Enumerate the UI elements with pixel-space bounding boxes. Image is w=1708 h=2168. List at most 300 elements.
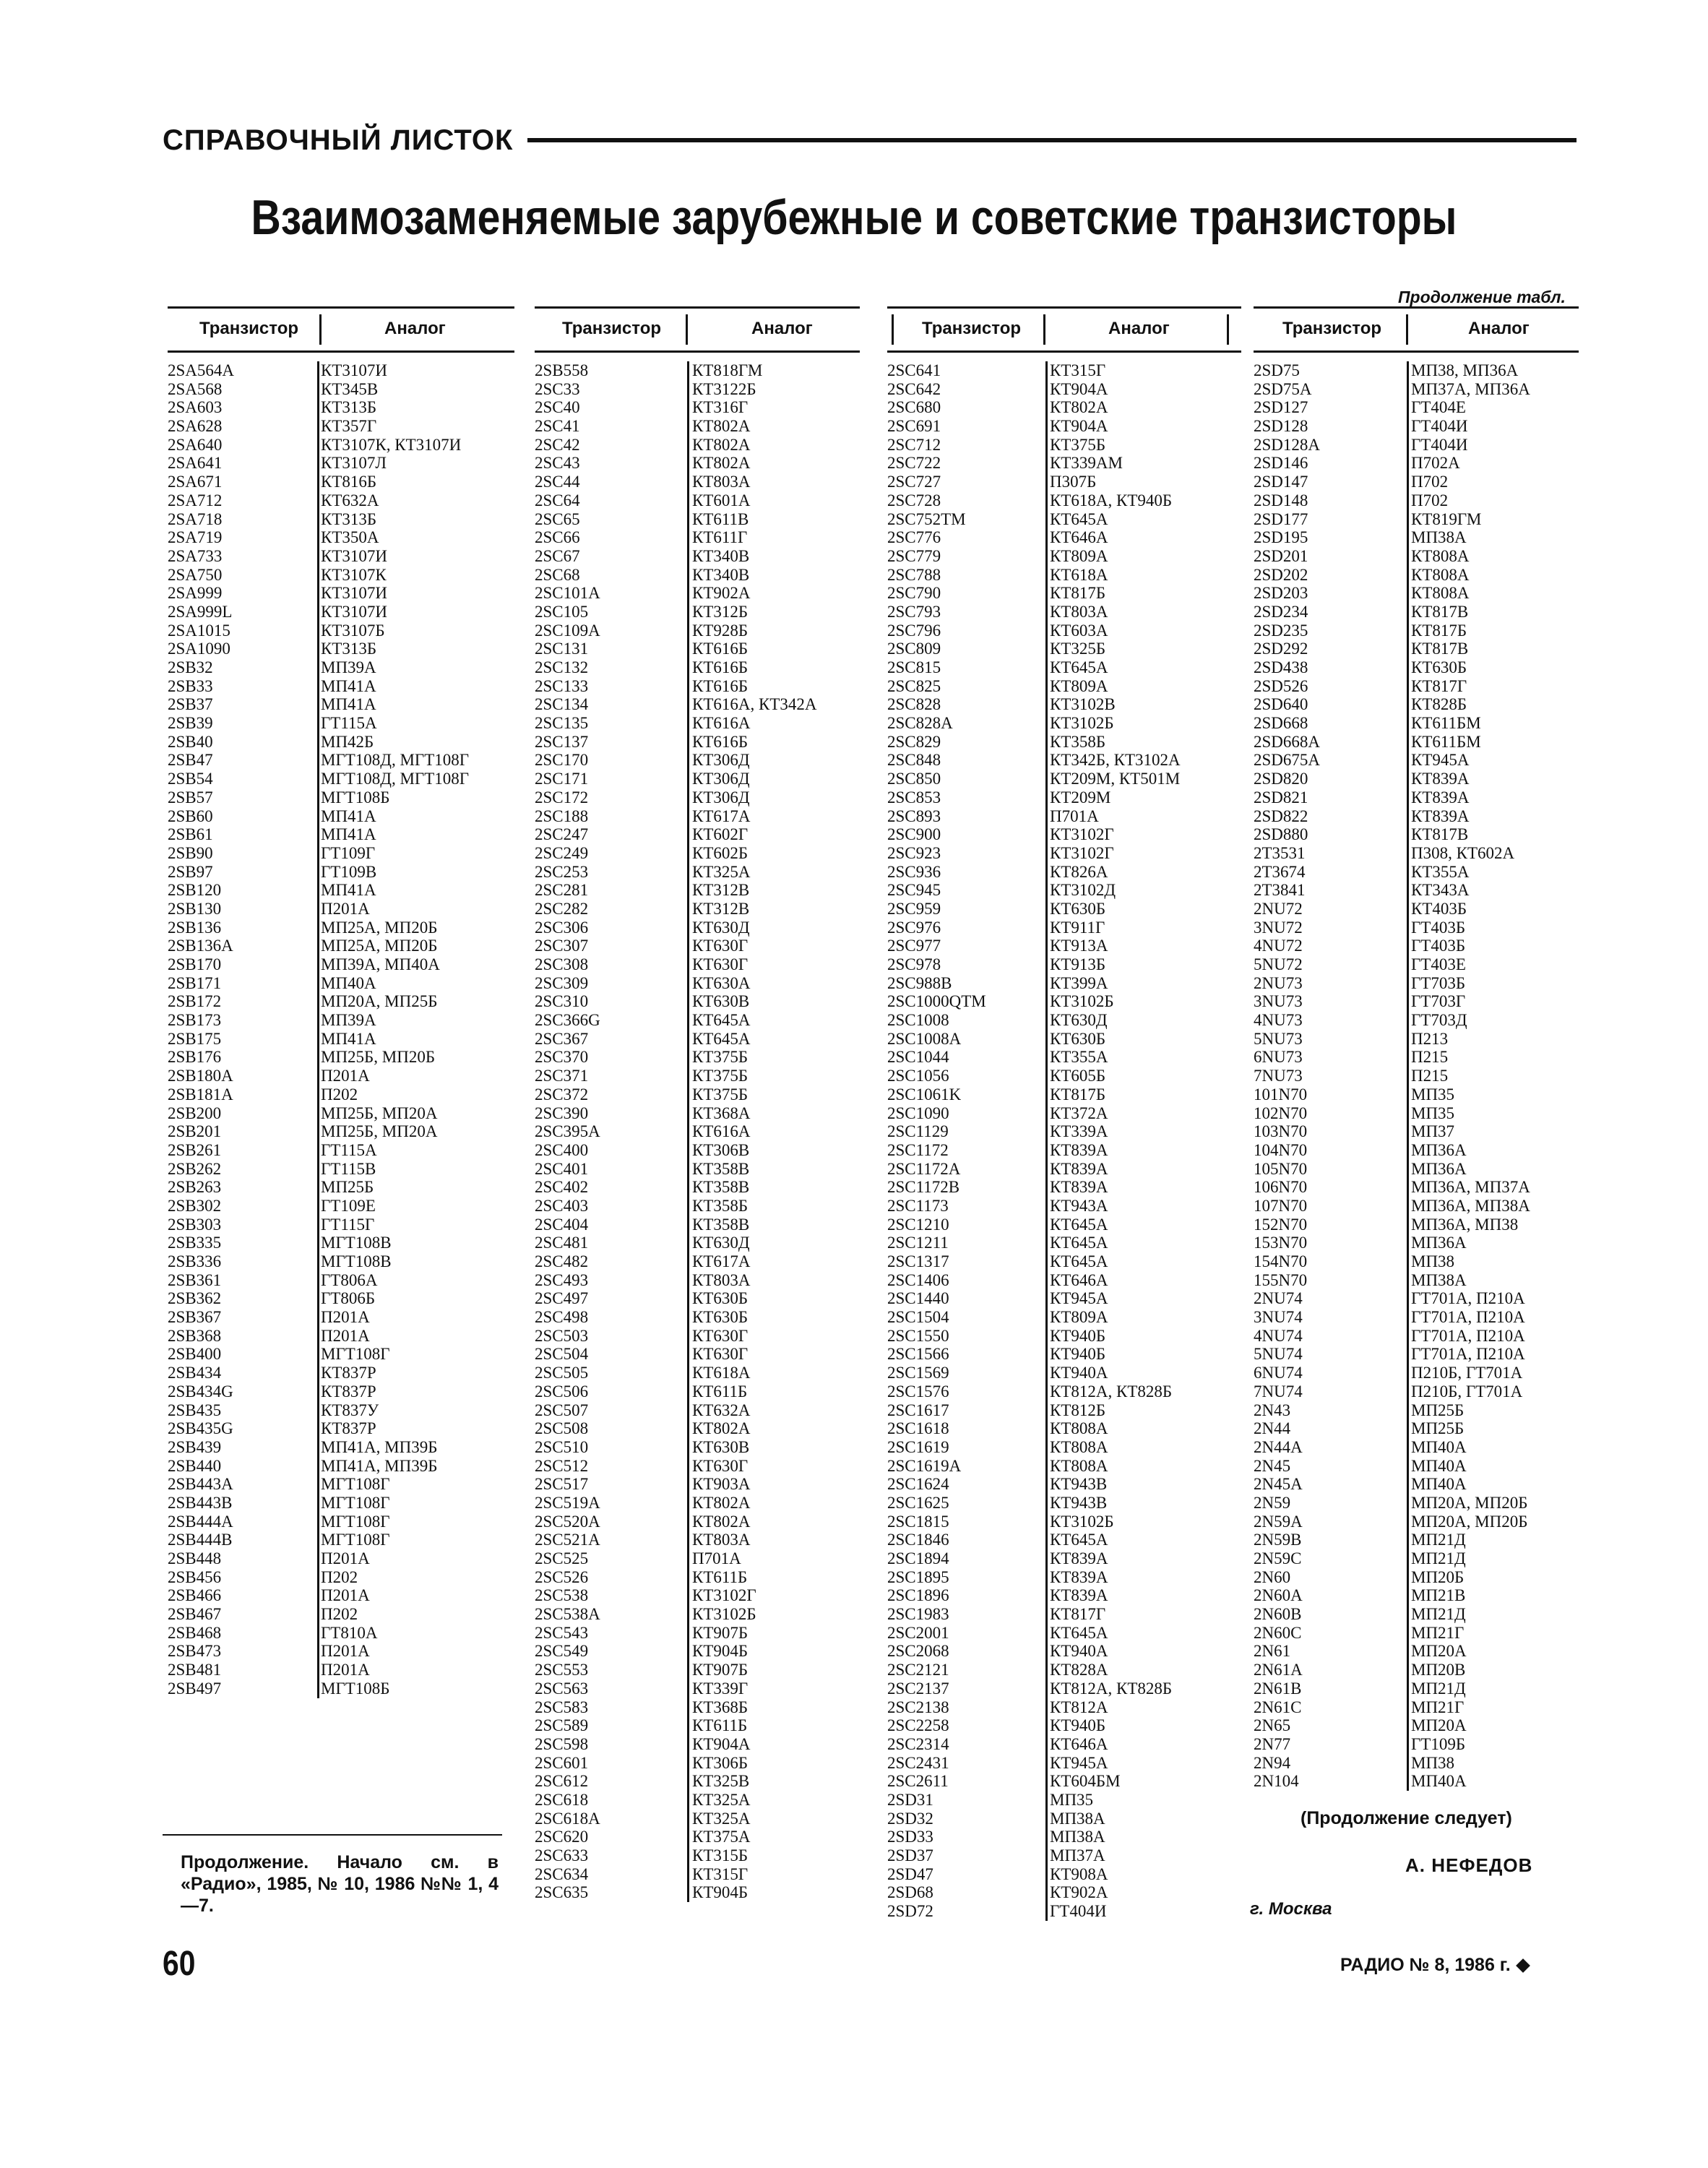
analog-cell: ГТ701А, П210А [1411, 1289, 1525, 1308]
transistor-cell: 2SA999L [168, 602, 233, 621]
transistor-cell: 2SA718 [168, 509, 223, 528]
analog-cell: КТ903А [692, 1475, 751, 1494]
transistor-cell: 2SB130 [168, 899, 222, 918]
column-divider [1407, 1327, 1409, 1346]
transistor-cell: 2SC1129 [887, 1122, 949, 1141]
column-divider [1045, 1011, 1048, 1030]
analog-cell: КТ343А [1411, 881, 1470, 900]
transistor-cell: 2SC519A [535, 1493, 600, 1512]
city: г. Москва [1250, 1899, 1332, 1919]
column-divider [1407, 1679, 1409, 1698]
transistor-cell: 2SB90 [168, 843, 213, 862]
transistor-cell: 2SB32 [168, 658, 213, 676]
analog-cell: КТ325Б [1050, 640, 1106, 658]
analog-cell: КТ802А [692, 435, 751, 454]
transistor-cell: 2SB367 [168, 1308, 222, 1327]
analog-cell: ГТ115Г [321, 1215, 375, 1234]
column-divider [1407, 547, 1409, 566]
transistor-cell: 2SC977 [887, 937, 941, 955]
header-analog: Аналог [751, 319, 813, 338]
column-divider [1407, 1271, 1409, 1290]
analog-cell: КТ3107Б [321, 621, 385, 640]
transistor-cell: 2SA712 [168, 491, 223, 509]
transistor-cell: 2NU74 [1254, 1289, 1303, 1308]
transistor-cell: 2SA750 [168, 565, 223, 584]
transistor-cell: 3NU73 [1254, 992, 1303, 1011]
transistor-cell: 2SC507 [535, 1401, 589, 1419]
analog-cell: КТ603А [1050, 621, 1108, 640]
analog-cell: П307Б [1050, 473, 1097, 491]
column-divider [1407, 863, 1409, 882]
analog-cell: МП36А, МП38А [1411, 1196, 1530, 1215]
column-divider [1407, 1605, 1409, 1624]
analog-cell: КТ616А [692, 1122, 751, 1141]
analog-cell: П702 [1411, 473, 1449, 491]
transistor-cell: 2SC131 [535, 640, 589, 658]
transistor-cell: 2SC1008 [887, 1011, 949, 1030]
transistor-cell: 2SC722 [887, 454, 941, 473]
analog-cell: КТ904А [692, 1734, 751, 1753]
column-divider [1045, 919, 1048, 937]
column-divider [687, 417, 689, 436]
transistor-cell: 2SB434 [168, 1364, 222, 1382]
analog-cell: МП21Д [1411, 1679, 1466, 1698]
analog-cell: КТ313Б [321, 640, 377, 658]
transistor-cell: 2SC506 [535, 1382, 589, 1401]
column-divider [1045, 1586, 1048, 1605]
analog-cell: МГТ108Б [321, 1679, 390, 1698]
analog-cell: КТ372А [1050, 1104, 1108, 1122]
continuation-note: Продолжение табл. [1398, 288, 1566, 306]
analog-cell: КТ902А [692, 584, 751, 603]
column-divider [317, 863, 319, 882]
column-divider [1407, 937, 1409, 955]
column-divider [1045, 1679, 1048, 1698]
analog-cell: КТ3107Л [321, 454, 387, 473]
column-divider [687, 1624, 689, 1643]
analog-cell: КТ816Б [321, 473, 377, 491]
analog-cell: КТ368А [692, 1104, 751, 1122]
analog-cell: МП25Б [1411, 1401, 1465, 1419]
column-divider [687, 881, 689, 900]
analog-cell: КТ3102Г [1050, 843, 1114, 862]
column-header [535, 306, 860, 353]
column-divider [317, 900, 319, 919]
column-divider [317, 1030, 319, 1049]
analog-cell: КТ902А [1050, 1883, 1108, 1902]
transistor-cell: 2T3531 [1254, 843, 1306, 862]
transistor-cell: 2N77 [1254, 1734, 1291, 1753]
transistor-cell: 2SC64 [535, 491, 580, 509]
transistor-cell: 2SC67 [535, 546, 580, 565]
analog-cell: П201А [321, 1067, 370, 1085]
analog-cell: МГТ108Г [321, 1493, 390, 1512]
column-divider [317, 992, 319, 1011]
analog-cell: ГТ109В [321, 862, 377, 881]
column-divider [687, 640, 689, 658]
transistor-cell: 101N70 [1254, 1085, 1308, 1104]
analog-cell: МП41А [321, 825, 376, 844]
column-divider [317, 751, 319, 770]
analog-cell: П201А [321, 899, 370, 918]
column-divider [687, 1642, 689, 1661]
column-divider [687, 510, 689, 529]
analog-cell: КТ839А [1050, 1549, 1108, 1567]
analog-cell: КТ616Б [692, 732, 749, 751]
transistor-cell: 2SC618 [535, 1790, 589, 1809]
column-divider [1045, 1661, 1048, 1679]
analog-cell: КТ618А [692, 1364, 751, 1382]
transistor-cell: 2SC2431 [887, 1753, 949, 1772]
transistor-cell: 106N70 [1254, 1178, 1308, 1197]
transistor-cell: 155N70 [1254, 1270, 1308, 1289]
analog-cell: МП40А [1411, 1475, 1467, 1494]
header-analog: Аналог [1468, 319, 1530, 338]
column-divider [317, 677, 319, 696]
transistor-cell: 2SD75A [1254, 379, 1312, 398]
analog-cell: П702А [1411, 454, 1460, 473]
transistor-cell: 2SD146 [1254, 454, 1308, 473]
column-divider [1407, 919, 1409, 937]
analog-cell: КТ819ГМ [1411, 509, 1482, 528]
analog-cell: МП25Б [321, 1178, 374, 1197]
transistor-cell: 2SC900 [887, 825, 941, 844]
column-divider [687, 1252, 689, 1271]
transistor-cell: 2SC308 [535, 955, 589, 973]
column-divider [317, 1216, 319, 1234]
column-divider [317, 1327, 319, 1346]
column-divider [1407, 1772, 1409, 1791]
transistor-cell: 2SA640 [168, 435, 223, 454]
analog-cell: МП39А, МП40А [321, 955, 440, 973]
column-divider [1045, 751, 1048, 770]
column-divider [317, 1048, 319, 1067]
transistor-cell: 2SC402 [535, 1178, 589, 1197]
column-divider [687, 1828, 689, 1846]
transistor-cell: 2SC101A [535, 584, 600, 603]
transistor-cell: 2SC848 [887, 751, 941, 770]
column-divider [687, 603, 689, 621]
transistor-cell: 2SD234 [1254, 602, 1308, 621]
column-divider [1045, 881, 1048, 900]
transistor-cell: 2N60B [1254, 1605, 1302, 1624]
column-divider [317, 733, 319, 752]
transistor-cell: 2SC520A [535, 1512, 600, 1531]
analog-cell: КТ908А [1050, 1864, 1108, 1883]
analog-cell: КТ630В [692, 992, 750, 1011]
analog-cell: МГТ108Д, МГТ108Г [321, 751, 470, 770]
header-transistor: Транзистор [922, 319, 1022, 338]
column-divider [1045, 454, 1048, 473]
column-divider [1407, 1364, 1409, 1382]
analog-cell: КТ630А [692, 973, 751, 992]
transistor-cell: 2N45A [1254, 1475, 1303, 1494]
analog-cell: МП36А [1411, 1140, 1467, 1159]
analog-cell: КТ602Б [692, 843, 749, 862]
analog-cell: КТ3107И [321, 361, 387, 379]
column-divider [1045, 1846, 1048, 1865]
analog-cell: КТ817В [1411, 825, 1469, 844]
transistor-cell: 2SC2138 [887, 1698, 949, 1716]
transistor-cell: 2SC553 [535, 1661, 589, 1679]
analog-cell: ГТ806А [321, 1270, 378, 1289]
column-divider [1045, 1030, 1048, 1049]
column-divider [1407, 658, 1409, 677]
transistor-cell: 4NU73 [1254, 1011, 1303, 1030]
transistor-cell: 2SC1172 [887, 1140, 949, 1159]
transistor-cell: 2SB448 [168, 1549, 222, 1567]
transistor-cell: 2SC1317 [887, 1252, 949, 1270]
analog-cell: КТ802А [692, 1512, 751, 1531]
transistor-cell: 2SC1504 [887, 1308, 949, 1327]
transistor-cell: 2SC481 [535, 1234, 589, 1252]
transistor-cell: 2SD33 [887, 1828, 933, 1846]
column-divider [317, 1160, 319, 1179]
transistor-cell: 2SC525 [535, 1549, 589, 1567]
transistor-cell: 2SC712 [887, 435, 941, 454]
transistor-cell: 2SC583 [535, 1698, 589, 1716]
transistor-cell: 2SB497 [168, 1679, 222, 1698]
column-divider [317, 640, 319, 658]
analog-cell: КТ802А [692, 454, 751, 473]
analog-cell: ГТ115А [321, 1140, 377, 1159]
analog-cell: КТ817Б [1050, 584, 1106, 603]
column-divider [1045, 1067, 1048, 1085]
transistor-cell: 2SC691 [887, 417, 941, 436]
column-divider [317, 1494, 319, 1513]
column-divider [687, 844, 689, 863]
transistor-cell: 2SC66 [535, 528, 580, 547]
column-divider [317, 1308, 319, 1327]
analog-cell: КТ3107И [321, 584, 387, 603]
analog-cell: КТ940Б [1050, 1326, 1106, 1345]
transistor-cell: 2SA719 [168, 528, 223, 547]
column-divider [317, 1438, 319, 1457]
transistor-cell: 2SB466 [168, 1586, 222, 1605]
analog-cell: КТ604БМ [1050, 1772, 1121, 1791]
analog-cell: КТ945А [1050, 1753, 1108, 1772]
analog-cell: КТ358Б [692, 1196, 749, 1215]
analog-cell: МП25Б, МП20Б [321, 1048, 436, 1067]
column-header [1254, 306, 1579, 353]
analog-cell: КТ839А [1050, 1586, 1108, 1605]
analog-cell: КТ808А [1050, 1419, 1108, 1438]
column-divider [1045, 1883, 1048, 1902]
transistor-cell: 2SC1617 [887, 1401, 949, 1419]
column-header [168, 306, 514, 353]
transistor-cell: 2SB303 [168, 1215, 222, 1234]
column-divider [1045, 1624, 1048, 1643]
column-divider [687, 937, 689, 955]
column-divider [687, 733, 689, 752]
column-divider [1407, 1085, 1409, 1104]
column-divider [1045, 955, 1048, 974]
analog-cell: МП20А, МП20Б [1411, 1493, 1528, 1512]
column-divider [1407, 1716, 1409, 1735]
analog-cell: КТ368Б [692, 1698, 749, 1716]
transistor-cell: 2SC505 [535, 1364, 589, 1382]
transistor-cell: 2N61A [1254, 1661, 1303, 1679]
column-divider [687, 1401, 689, 1420]
transistor-cell: 2SA733 [168, 546, 223, 565]
column-divider [317, 621, 319, 640]
column-divider [1045, 1605, 1048, 1624]
column-divider [317, 1679, 319, 1698]
column-divider [687, 1661, 689, 1679]
analog-cell: КТ630Г [692, 937, 749, 955]
analog-cell: КТ3107И [321, 602, 387, 621]
column-divider [1045, 1549, 1048, 1568]
column-divider [317, 361, 319, 380]
analog-cell: КТ802А [692, 1493, 751, 1512]
analog-cell: МП41А [321, 695, 376, 714]
transistor-cell: 5NU74 [1254, 1345, 1303, 1364]
column-divider [317, 398, 319, 417]
transistor-cell: 2SC2001 [887, 1623, 949, 1642]
transistor-cell: 2SC132 [535, 658, 589, 676]
analog-cell: МП40А [1411, 1456, 1467, 1475]
analog-cell: КТ943В [1050, 1493, 1108, 1512]
transistor-cell: 2SC543 [535, 1623, 589, 1642]
transistor-cell: 2SC135 [535, 714, 589, 733]
analog-cell: МП25Б [1411, 1419, 1465, 1438]
column-divider [317, 436, 319, 455]
column-divider [1407, 380, 1409, 399]
column-divider [317, 1475, 319, 1494]
column-divider [317, 603, 319, 621]
analog-cell: КТ325В [692, 1772, 750, 1791]
column-divider [1407, 1549, 1409, 1568]
column-divider [1407, 807, 1409, 826]
column-divider [317, 1624, 319, 1643]
column-divider [1045, 1197, 1048, 1216]
analog-cell: МП20А [1411, 1716, 1467, 1735]
analog-cell: КТ616Б [692, 676, 749, 695]
column-divider [1407, 1754, 1409, 1773]
column-divider [687, 807, 689, 826]
transistor-cell: 2SB261 [168, 1140, 222, 1159]
transistor-cell: 2SC109A [535, 621, 600, 640]
analog-cell: КТ306Д [692, 788, 750, 806]
analog-cell: МГТ108Г [321, 1512, 390, 1531]
transistor-cell: 2SA999 [168, 584, 223, 603]
transistor-cell: 2SD235 [1254, 621, 1308, 640]
transistor-cell: 2SC1090 [887, 1104, 949, 1122]
column-divider [687, 1289, 689, 1308]
column-divider [317, 844, 319, 863]
column-divider [1045, 1327, 1048, 1346]
transistor-cell: 2SC779 [887, 546, 941, 565]
column-divider [1045, 1308, 1048, 1327]
analog-cell: КТ645А [1050, 1531, 1108, 1549]
analog-cell: КТ812А [1050, 1698, 1108, 1716]
transistor-cell: 2SC828 [887, 695, 941, 714]
analog-cell: КТ630Б [1050, 899, 1106, 918]
column-divider [1407, 1513, 1409, 1531]
transistor-cell: 2SB181A [168, 1085, 233, 1104]
column-divider [687, 1085, 689, 1104]
transistor-cell: 2SB60 [168, 806, 213, 825]
analog-cell: КТ315Б [692, 1846, 749, 1864]
column-divider [1045, 1865, 1048, 1884]
transistor-cell: 2SB120 [168, 881, 222, 900]
column-divider [1407, 1122, 1409, 1141]
header-transistor: Транзистор [562, 319, 662, 338]
column-divider [317, 1122, 319, 1141]
transistor-cell: 2SB136 [168, 918, 222, 937]
analog-cell: КТ812А, КТ828Б [1050, 1382, 1173, 1401]
analog-cell: КТ808А [1411, 565, 1470, 584]
transistor-cell: 2SC253 [535, 862, 589, 881]
analog-cell: КТ907Б [692, 1623, 749, 1642]
analog-cell: КТ803А [692, 1270, 751, 1289]
transistor-cell: 3NU74 [1254, 1308, 1303, 1327]
column-divider [687, 1679, 689, 1698]
analog-cell: КТ611Б [692, 1382, 748, 1401]
analog-cell: КТ3102Д [1050, 881, 1116, 900]
analog-cell: КТ611В [692, 509, 749, 528]
column-divider [1407, 436, 1409, 455]
analog-cell: КТ306Д [692, 751, 750, 770]
transistor-cell: 2SC978 [887, 955, 941, 973]
analog-cell: КТ312В [692, 899, 750, 918]
analog-cell: КТ611Б [692, 1716, 748, 1735]
transistor-cell: 2SC1896 [887, 1586, 949, 1605]
transistor-cell: 2SB171 [168, 973, 222, 992]
column-divider [317, 1382, 319, 1401]
analog-cell: КТ913Б [1050, 955, 1106, 973]
column-divider [317, 1513, 319, 1531]
column-divider [1045, 992, 1048, 1011]
transistor-cell: 2SB263 [168, 1178, 222, 1197]
column-divider [317, 974, 319, 993]
analog-cell: МП38А [1050, 1809, 1105, 1828]
analog-cell: ГТ109Б [1411, 1734, 1466, 1753]
transistor-cell: 2SD202 [1254, 565, 1308, 584]
analog-cell: КТ630Г [692, 1345, 749, 1364]
transistor-cell: 2SC936 [887, 862, 941, 881]
transistor-cell: 2SC1625 [887, 1493, 949, 1512]
transistor-cell: 2SC170 [535, 751, 589, 770]
analog-cell: П201А [321, 1549, 370, 1567]
column-divider [1045, 1364, 1048, 1382]
transistor-cell: 2SA1090 [168, 640, 230, 658]
transistor-cell: 2SB97 [168, 862, 213, 881]
footnote: Продолжение. Начало см. в «Радио», 1985, № 10, 1986 №№ 1, 4—7. [181, 1852, 499, 1916]
transistor-cell: 2SB201 [168, 1122, 222, 1141]
transistor-cell: 2SD195 [1254, 528, 1308, 547]
column-divider [1045, 566, 1048, 585]
column-divider [317, 1178, 319, 1197]
transistor-cell: 2N60A [1254, 1586, 1303, 1605]
transistor-cell: 2SC281 [535, 881, 589, 900]
column-divider [317, 417, 319, 436]
transistor-cell: 2SB456 [168, 1567, 222, 1586]
analog-cell: КТ312В [692, 881, 750, 900]
analog-cell: КТ3102В [1050, 695, 1116, 714]
analog-cell: КТ645А [1050, 1234, 1108, 1252]
transistor-cell: 2SB37 [168, 695, 213, 714]
analog-cell: МП35 [1411, 1085, 1455, 1104]
transistor-cell: 2SC400 [535, 1140, 589, 1159]
transistor-cell: 2SC172 [535, 788, 589, 806]
column-divider [1045, 770, 1048, 788]
analog-cell: МП38А [1411, 1270, 1467, 1289]
analog-cell: КТ325А [692, 862, 751, 881]
column-divider [1407, 788, 1409, 807]
column-divider [1407, 1011, 1409, 1030]
column-divider [687, 863, 689, 882]
